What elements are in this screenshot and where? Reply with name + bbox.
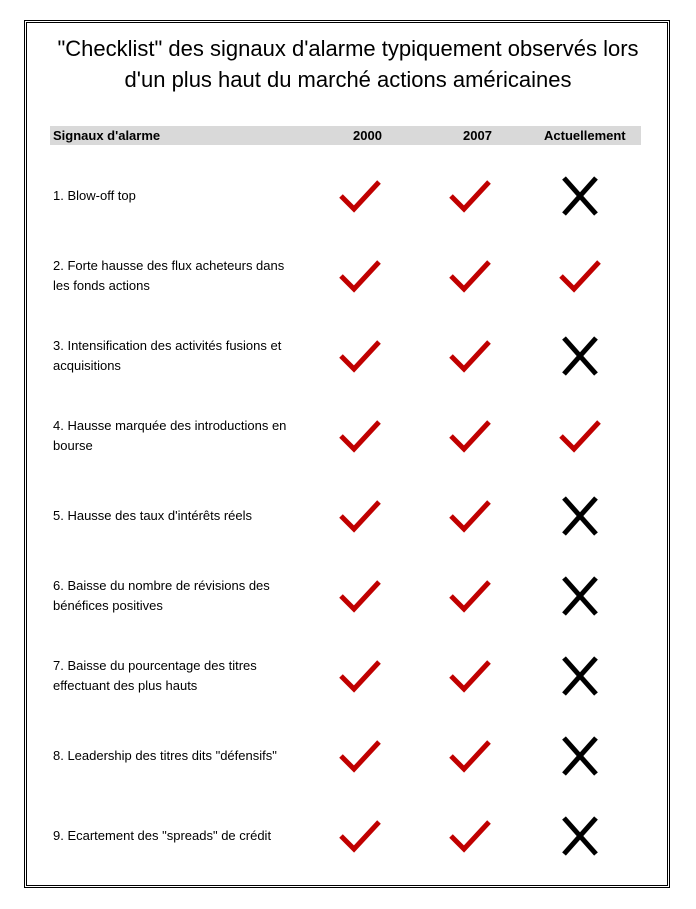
table-row	[53, 396, 643, 476]
signal-label: 1. Blow-off top	[53, 188, 136, 203]
check-icon	[338, 496, 382, 536]
check-icon	[448, 176, 492, 216]
cross-icon	[558, 576, 602, 616]
signal-label: 4. Hausse marquée des introductions en bourse	[53, 418, 287, 453]
check-icon	[448, 336, 492, 376]
check-icon	[338, 576, 382, 616]
check-icon	[448, 656, 492, 696]
check-icon	[448, 736, 492, 776]
title-line-1: "Checklist" des signaux d'alarme typiquement observés lors	[57, 36, 639, 61]
check-icon	[448, 496, 492, 536]
title-line-2: d'un plus haut du marché actions américaines	[124, 67, 572, 92]
signal-label: 5. Hausse des taux d'intérêts réels	[53, 508, 253, 523]
check-icon	[338, 736, 382, 776]
cross-icon	[558, 336, 602, 376]
header-2000: 2000	[353, 128, 382, 143]
table-row	[53, 476, 643, 556]
signal-label: 7. Baisse du pourcentage des titres effectuant des plus hauts	[53, 658, 257, 693]
header-actuellement: Actuellement	[544, 128, 626, 143]
signal-label: 3. Intensification des activités fusions et acquisitions	[53, 338, 282, 373]
table-row	[53, 316, 643, 396]
table-row	[53, 796, 643, 876]
signal-label: 2. Forte hausse des flux acheteurs dans les fonds actions	[53, 258, 285, 293]
header-2007: 2007	[463, 128, 492, 143]
check-icon	[338, 656, 382, 696]
table-row	[53, 556, 643, 636]
signal-label: 8. Leadership des titres dits "défensifs"	[53, 748, 277, 763]
cross-icon	[558, 176, 602, 216]
check-icon	[338, 416, 382, 456]
cross-icon	[558, 816, 602, 856]
table-row	[53, 236, 643, 316]
header-signals: Signaux d'alarme	[53, 128, 161, 143]
page-title	[0, 33, 696, 95]
table-header	[50, 126, 641, 145]
check-icon	[338, 256, 382, 296]
table-row	[53, 716, 643, 796]
cross-icon	[558, 736, 602, 776]
signal-label: 6. Baisse du nombre de révisions des bénéfices positives	[53, 578, 270, 613]
check-icon	[448, 816, 492, 856]
check-icon	[338, 176, 382, 216]
check-icon	[558, 256, 602, 296]
check-icon	[558, 416, 602, 456]
signal-label: 9. Ecartement des "spreads" de crédit	[53, 828, 272, 843]
check-icon	[338, 336, 382, 376]
cross-icon	[558, 496, 602, 536]
table-row	[53, 156, 643, 236]
cross-icon	[558, 656, 602, 696]
check-icon	[448, 416, 492, 456]
table-row	[53, 636, 643, 716]
check-icon	[448, 256, 492, 296]
check-icon	[338, 816, 382, 856]
check-icon	[448, 576, 492, 616]
